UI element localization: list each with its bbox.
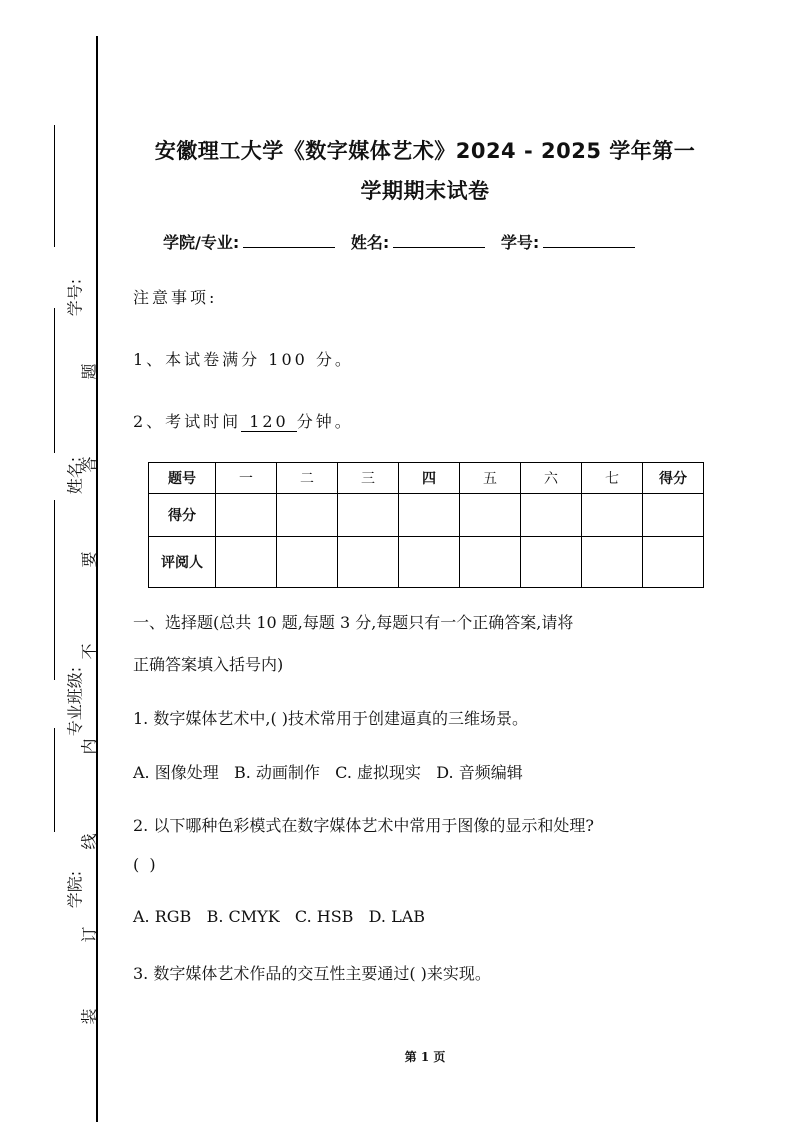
name-label: 姓名: [350,233,390,252]
note-item-2-suffix: 分钟。 [296,412,354,431]
seal-char: 要 [79,551,99,568]
section1-heading-line2: 正确答案填入括号内) [133,655,284,674]
student-info-row [163,230,645,253]
college-major-field[interactable] [243,233,335,248]
score-cell[interactable] [460,494,521,537]
reviewer-cell[interactable] [582,537,643,588]
student-id-field[interactable] [543,233,635,248]
header-cell: 题号 [149,463,216,494]
reviewer-cell[interactable] [399,537,460,588]
question-3-stem: 3. 数字媒体艺术作品的交互性主要通过( )来实现。 [133,964,491,983]
student-id-label: 学号: [65,278,85,317]
reviewer-cell[interactable] [277,537,338,588]
header-cell: 三 [338,463,399,494]
header-cell: 得分 [643,463,704,494]
name-field[interactable] [393,233,485,248]
header-cell: 七 [582,463,643,494]
college-major-label: 学院/专业: [163,233,240,252]
student-id-label: 学号: [500,233,540,252]
score-table-header [149,463,704,494]
reviewer-cell[interactable] [216,537,277,588]
score-table [148,462,704,588]
seal-char: 答 [79,456,99,473]
notes-heading: 注意事项: [133,288,218,307]
score-cell[interactable] [521,494,582,537]
header-cell: 六 [521,463,582,494]
name-label: 姓名: [65,456,85,495]
note-item-1: 1、本试卷满分 100 分。 [133,350,354,369]
college-label: 学院: [65,870,85,909]
reviewer-cell[interactable] [338,537,399,588]
table-row [149,537,704,588]
reviewer-cell[interactable] [643,537,704,588]
major-class-label: 专业班级: [65,666,85,737]
question-1-stem: 1. 数字媒体艺术中,( )技术常用于创建逼真的三维场景。 [133,709,529,728]
reviewer-cell[interactable] [460,537,521,588]
row-label: 得分 [149,494,216,537]
seal-char: 线 [79,833,99,850]
seal-char: 内 [79,738,99,755]
name-blank [54,308,55,453]
page-number: 第 1 页 [404,1050,446,1064]
reviewer-cell[interactable] [521,537,582,588]
college-blank [54,728,55,832]
student-id-blank [54,125,55,247]
score-cell[interactable] [216,494,277,537]
header-cell: 四 [399,463,460,494]
question-2-stem: 2. 以下哪种色彩模式在数字媒体艺术中常用于图像的显示和处理? [133,816,594,835]
score-cell[interactable] [277,494,338,537]
row-label: 评阅人 [149,537,216,588]
note-item-2 [133,409,354,432]
major-class-blank [54,500,55,680]
seal-char: 订 [79,926,99,943]
score-cell[interactable] [643,494,704,537]
question-2-stem-line2: ( ) [133,855,156,874]
exam-title-line2: 学期期末试卷 [360,179,490,203]
seal-char: 装 [79,1008,99,1025]
exam-title-line1: 安徽理工大学《数字媒体艺术》2024 - 2025 学年第一 [154,139,696,163]
section1-heading-line1: 一、选择题(总共 10 题,每题 3 分,每题只有一个正确答案,请将 [133,613,574,632]
score-cell[interactable] [338,494,399,537]
binding-line [96,36,98,1122]
score-cell[interactable] [399,494,460,537]
header-cell: 五 [460,463,521,494]
note-item-2-prefix: 2、考试时间 [133,412,242,431]
question-2-options: A. RGB B. CMYK C. HSB D. LAB [133,907,426,926]
header-cell: 二 [277,463,338,494]
exam-duration: 120 [241,412,297,432]
header-cell: 一 [216,463,277,494]
score-cell[interactable] [582,494,643,537]
table-row [149,494,704,537]
seal-char: 题 [79,363,99,380]
question-1-options: A. 图像处理 B. 动画制作 C. 虚拟现实 D. 音频编辑 [133,763,523,782]
seal-char: 不 [79,643,99,660]
